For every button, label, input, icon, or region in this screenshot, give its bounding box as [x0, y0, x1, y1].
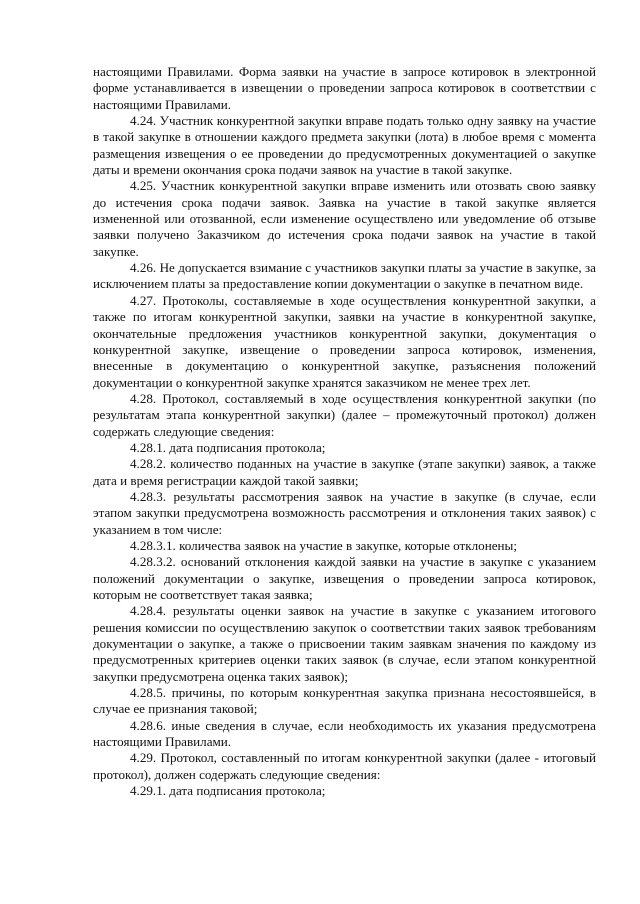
- paragraph-4-28-1: 4.28.1. дата подписания протокола;: [130, 439, 326, 455]
- paragraph-4-26: 4.26. Не допускается взимание с участников закупки платы за участие в закупке, за исключением платы за предоставление копии документации о закупке в печатном виде.: [93, 260, 596, 292]
- paragraph-4-28-6: 4.28.6. иные сведения в случае, если необходимость их указания предусмотрена настоящими Правилами.: [93, 717, 596, 750]
- paragraph-4-28-3-2: 4.28.3.2. оснований отклонения каждой заявки на участие в закупке с указанием положений документации о закупке, извещения о проведении запроса котировок, которым не соответствует такая заявка;: [93, 554, 596, 602]
- paragraph-form-of-application: настоящими Правилами. Форма заявки на участие в запросе котировок в электронной форме устанавливается в извещении о проведении запроса котировок в соответствии с настоящими Правилами.: [93, 64, 596, 112]
- paragraph-4-29: 4.29. Протокол, составленный по итогам конкурентной закупки (далее - итоговый протокол), должен содержать следующие сведения:: [93, 750, 596, 782]
- paragraph-4-28-3-1: 4.28.3.1. количества заявок на участие в закупке, которые отклонены;: [130, 537, 517, 553]
- document-page: [93, 64, 596, 799]
- paragraph-4-25: 4.25. Участник конкурентной закупки вправе изменить или отозвать свою заявку до истечения срока подачи заявок. Заявка на участие в такой закупке является измененной или отозванной, если изменение осуществлено или уведомление об отзыве заявки получено Заказчиком до истечения срока подачи заявок на участие в такой закупке.: [93, 178, 596, 259]
- paragraph-4-28-3: 4.28.3. результаты рассмотрения заявок на участие в закупке (в случае, если этапом закупки предусмотрена возможность рассмотрения и отклонения таких заявок) с указанием в том числе:: [93, 488, 596, 537]
- paragraph-4-28: 4.28. Протокол, составляемый в ходе осуществления конкурентной закупки (по результатам этапа конкурентной закупки) (далее – промежуточный протокол) должен содержать следующие сведения:: [93, 390, 596, 439]
- paragraph-4-28-5: 4.28.5. причины, по которым конкурентная закупка признана несостоявшейся, в случае ее признания таковой;: [93, 685, 596, 717]
- paragraph-4-27: 4.27. Протоколы, составляемые в ходе осуществления конкурентной закупки, а также по итогам конкурентной закупки, заявки на участие в конкурентной закупке, окончательные предложения участников конкурентной закупки, документация о конкурентной закупке, извещение о проведении запроса котировок, изменения, внесенные в документацию о конкурентной закупке, разъяснения положений документации о конкурентной закупке хранятся заказчиком не менее трех лет.: [93, 292, 596, 390]
- paragraph-4-28-4: 4.28.4. результаты оценки заявок на участие в закупке с указанием итогового решения комиссии по осуществлению закупок о соответствии таких заявок требованиям документации о закупке, а также о присвоении таким заявкам значения по каждому из предусмотренных критериев оценки таких заявок (в случае, если этапом конкурентной закупки предусмотрена оценка таких заявок);: [93, 603, 596, 684]
- paragraph-4-29-1: 4.29.1. дата подписания протокола;: [130, 783, 326, 799]
- paragraph-4-28-2: 4.28.2. количество поданных на участие в закупке (этапе закупки) заявок, а также дата и время регистрации каждой такой заявки;: [93, 456, 596, 488]
- paragraph-4-24: 4.24. Участник конкурентной закупки вправе подать только одну заявку на участие в такой закупке в отношении каждого предмета закупки (лота) в любое время с момента размещения извещения о ее проведении до предусмотренных документацией о закупке даты и времени окончания срока подачи заявок на участие в такой закупке.: [93, 113, 596, 178]
